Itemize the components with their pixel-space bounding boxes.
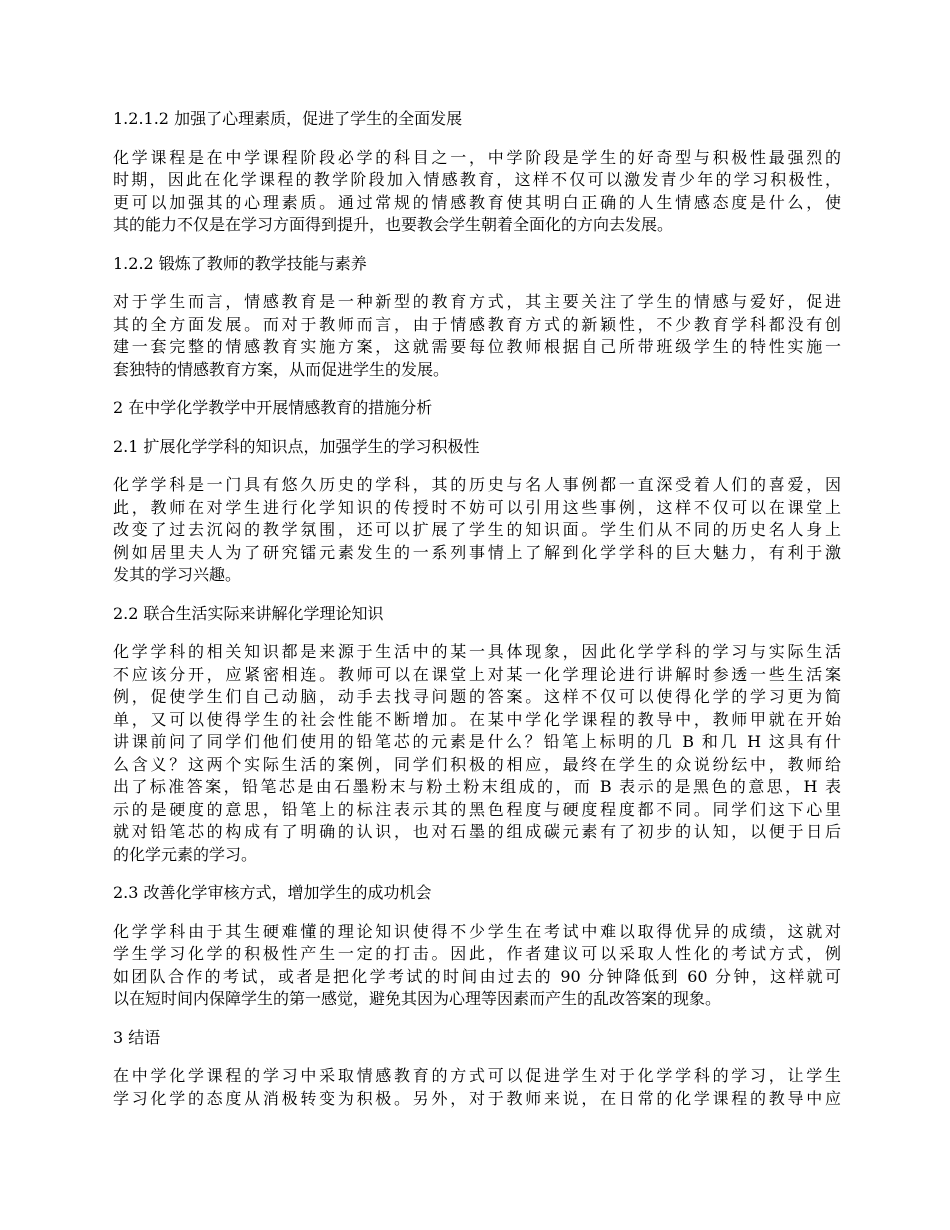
- paragraph-line: 以在短时间内保障学生的第一感觉，避免其因为心理等因素而产生的乱改答案的现象。: [113, 989, 722, 1008]
- section-2-3: [113, 882, 841, 1011]
- paragraph: [113, 147, 841, 237]
- section-heading: 2.1 扩展化学学科的知识点，加强学生的学习积极性: [113, 436, 480, 456]
- paragraph-line: 化学课程是在中学课程阶段必学的科目之一，中学阶段是学生的好奇型与积极性最强烈的: [113, 147, 841, 167]
- paragraph: [113, 921, 841, 1011]
- paragraph-line: 对于学生而言，情感教育是一种新型的教育方式，其主要关注了学生的情感与爱好，促进: [113, 292, 841, 311]
- paragraph-line: 更可以加强其的心理素质。通过常规的情感教育使其明白正确的人生情感态度是什么，使: [113, 192, 841, 212]
- section-heading: 2.3 改善化学审核方式，增加学生的成功机会: [113, 883, 432, 902]
- section-heading: 2.2 联合生活实际来讲解化学理论知识: [113, 603, 384, 623]
- paragraph-line: 的化学元素的学习。: [113, 844, 258, 864]
- paragraph-line: 其的能力不仅是在学习方面得到提升，也要教会学生朝着全面化的方向去发展。: [113, 215, 674, 234]
- paragraph-line: 建一套完整的情感教育实施方案，这就需要每位教师根据自己所带班级学生的特性实施一: [113, 337, 841, 356]
- paragraph-line: 示的是硬度的意思，铅笔上的标注表示其的黑色程度与硬度程度都不同。同学们这下心里: [113, 799, 841, 819]
- section-2-1: [113, 436, 841, 587]
- paragraph: [113, 1065, 841, 1110]
- paragraph-line: 套独特的情感教育方案，从而促进学生的发展。: [113, 359, 450, 379]
- paragraph-line: 如团队合作的考试，或者是把化学考试的时间由过去的 90 分钟降低到 60 分钟，这样就可: [113, 966, 841, 986]
- section-3-conclusion: [113, 1027, 841, 1111]
- paragraph-line: 出了标准答案，铅笔芯是由石墨粉末与粉土粉末组成的，而 B 表示的是黑色的意思，H 表: [113, 777, 841, 796]
- paragraph-line: 学习化学的态度从消极转变为积极。另外，对于教师来说，在日常的化学课程的教导中应: [113, 1088, 841, 1108]
- paragraph-line: 讲课前问了同学们他们使用的铅笔芯的元素是什么？铅笔上标明的几 B 和几 H 这具有什: [113, 732, 841, 751]
- paragraph-line: 化学学科是一门具有悠久历史的学科，其的历史与名人事例都一直深受着人们的喜爱，因: [113, 475, 841, 494]
- section-heading: 2 在中学化学教学中开展情感教育的措施分析: [113, 398, 433, 417]
- document-page: [113, 108, 841, 1126]
- section-2-2: [113, 603, 841, 867]
- paragraph: [113, 641, 841, 866]
- paragraph: [113, 291, 841, 381]
- section-2: [113, 397, 841, 420]
- paragraph-line: 例，促使学生们自己动脑，动手去找寻问题的答案。这样不仅可以使得化学的学习更为简: [113, 687, 841, 706]
- paragraph-line: 时期，因此在化学课程的教学阶段加入情感教育，这样不仅可以激发青少年的学习积极性，: [113, 170, 841, 189]
- paragraph-line: 在中学化学课程的学习中采取情感教育的方式可以促进学生对于化学学科的学习，让学生: [113, 1066, 841, 1085]
- paragraph-line: 其的全方面发展。而对于教师而言，由于情感教育方式的新颖性，不少教育学科都没有创: [113, 314, 841, 334]
- paragraph-line: 化学学科由于其生硬难懂的理论知识使得不少学生在考试中难以取得优异的成绩，这就对: [113, 921, 841, 941]
- paragraph-line: 例如居里夫人为了研究镭元素发生的一系列事情上了解到化学学科的巨大魅力，有利于激: [113, 542, 841, 562]
- section-heading: 1.2.1.2 加强了心理素质，促进了学生的全面发展: [113, 109, 463, 128]
- paragraph-line: 发其的学习兴趣。: [113, 565, 242, 584]
- section-heading: 3 结语: [113, 1027, 161, 1047]
- paragraph-line: 就对铅笔芯的构成有了明确的认识，也对石墨的组成碳元素有了初步的认知，以便于日后: [113, 822, 841, 841]
- paragraph-line: 学生学习化学的积极性产生一定的打击。因此，作者建议可以采取人性化的考试方式，例: [113, 944, 841, 963]
- paragraph-line: 不应该分开，应紧密相连。教师可以在课堂上对某一化学理论进行讲解时参透一些生活案: [113, 664, 841, 684]
- section-1-2-2: [113, 253, 841, 382]
- paragraph-line: 单，又可以使得学生的社会性能不断增加。在某中学化学课程的教导中，教师甲就在开始: [113, 709, 841, 729]
- paragraph-line: 化学学科的相关知识都是来源于生活中的某一具体现象，因此化学学科的学习与实际生活: [113, 642, 841, 661]
- paragraph: [113, 474, 841, 587]
- paragraph-line: 此，教师在对学生进行化学知识的传授时不妨可以引用这些事例，这样不仅可以在课堂上: [113, 497, 841, 517]
- section-heading: 1.2.2 锻炼了教师的教学技能与素养: [113, 253, 367, 273]
- paragraph-line: 改变了过去沉闷的教学氛围，还可以扩展了学生的知识面。学生们从不同的历史名人身上: [113, 520, 841, 539]
- paragraph-line: 么含义？这两个实际生活的案例，同学们积极的相应，最终在学生的众说纷纭中，教师给: [113, 754, 841, 774]
- section-1-2-1-2: [113, 108, 841, 237]
